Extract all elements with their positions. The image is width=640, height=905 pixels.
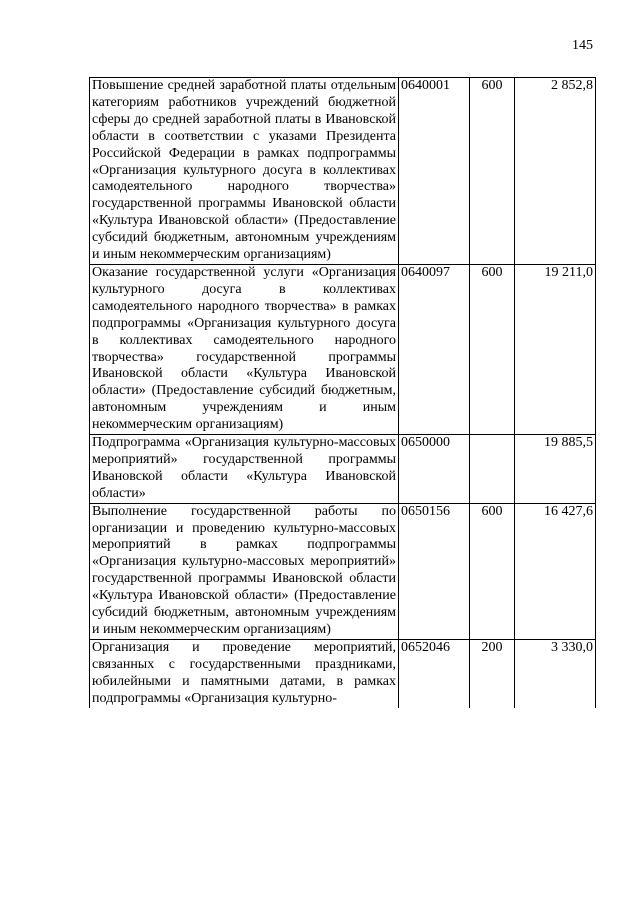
row-expense-type: 200 <box>470 639 515 707</box>
row-code: 0640001 <box>399 78 470 265</box>
row-amount: 19 211,0 <box>515 264 596 434</box>
row-expense-type: 600 <box>470 78 515 265</box>
table-row <box>90 503 596 639</box>
row-expense-type: 600 <box>470 503 515 639</box>
row-amount: 16 427,6 <box>515 503 596 639</box>
row-description: Организация и проведение мероприятий, связанных с государственными праздниками, юбилейными и памятными датами, в рамках подпрограммы «Организация культурно- <box>90 639 399 707</box>
row-amount: 3 330,0 <box>515 639 596 707</box>
table-row <box>90 264 596 434</box>
page-number: 145 <box>572 38 593 53</box>
row-description: Оказание государственной услуги «Организация культурного досуга в коллективах самодеятельного народного творчества» в рамках подпрограммы «Организация культурного досуга в коллективах самодеятельного народного творчества» государственной программы Ивановской области «Культура Ивановской области» (Предоставление субсидий бюджетным, автономным учреждениям и иным некоммерческим организациям) <box>90 264 399 434</box>
row-description: Подпрограмма «Организация культурно-массовых мероприятий» государственной программы Ивановской области «Культура Ивановской области» <box>90 435 399 504</box>
table-row <box>90 78 596 265</box>
row-amount: 2 852,8 <box>515 78 596 265</box>
row-amount: 19 885,5 <box>515 435 596 504</box>
table-row <box>90 639 596 707</box>
row-expense-type <box>470 435 515 504</box>
row-code: 0650000 <box>399 435 470 504</box>
row-code: 0650156 <box>399 503 470 639</box>
budget-table <box>89 77 596 708</box>
row-description: Выполнение государственной работы по организации и проведению культурно-массовых мероприятий в рамках подпрограммы «Организация культурно-массовых мероприятий» государственной программы Ивановской области «Культура Ивановской области» (Предоставление субсидий бюджетным, автономным учреждениям и иным некоммерческим организациям) <box>90 503 399 639</box>
table-row <box>90 435 596 504</box>
row-expense-type: 600 <box>470 264 515 434</box>
row-code: 0640097 <box>399 264 470 434</box>
row-description: Повышение средней заработной платы отдельным категориям работников учреждений бюджетной сферы до средней заработной платы в Ивановской области в соответствии с указами Президента Российской Федерации в рамках подпрограммы «Организация культурного досуга в коллективах самодеятельного народного творчества» государственной программы Ивановской области «Культура Ивановской области» (Предоставление субсидий бюджетным, автономным учреждениям и иным некоммерческим организациям) <box>90 78 399 265</box>
row-code: 0652046 <box>399 639 470 707</box>
